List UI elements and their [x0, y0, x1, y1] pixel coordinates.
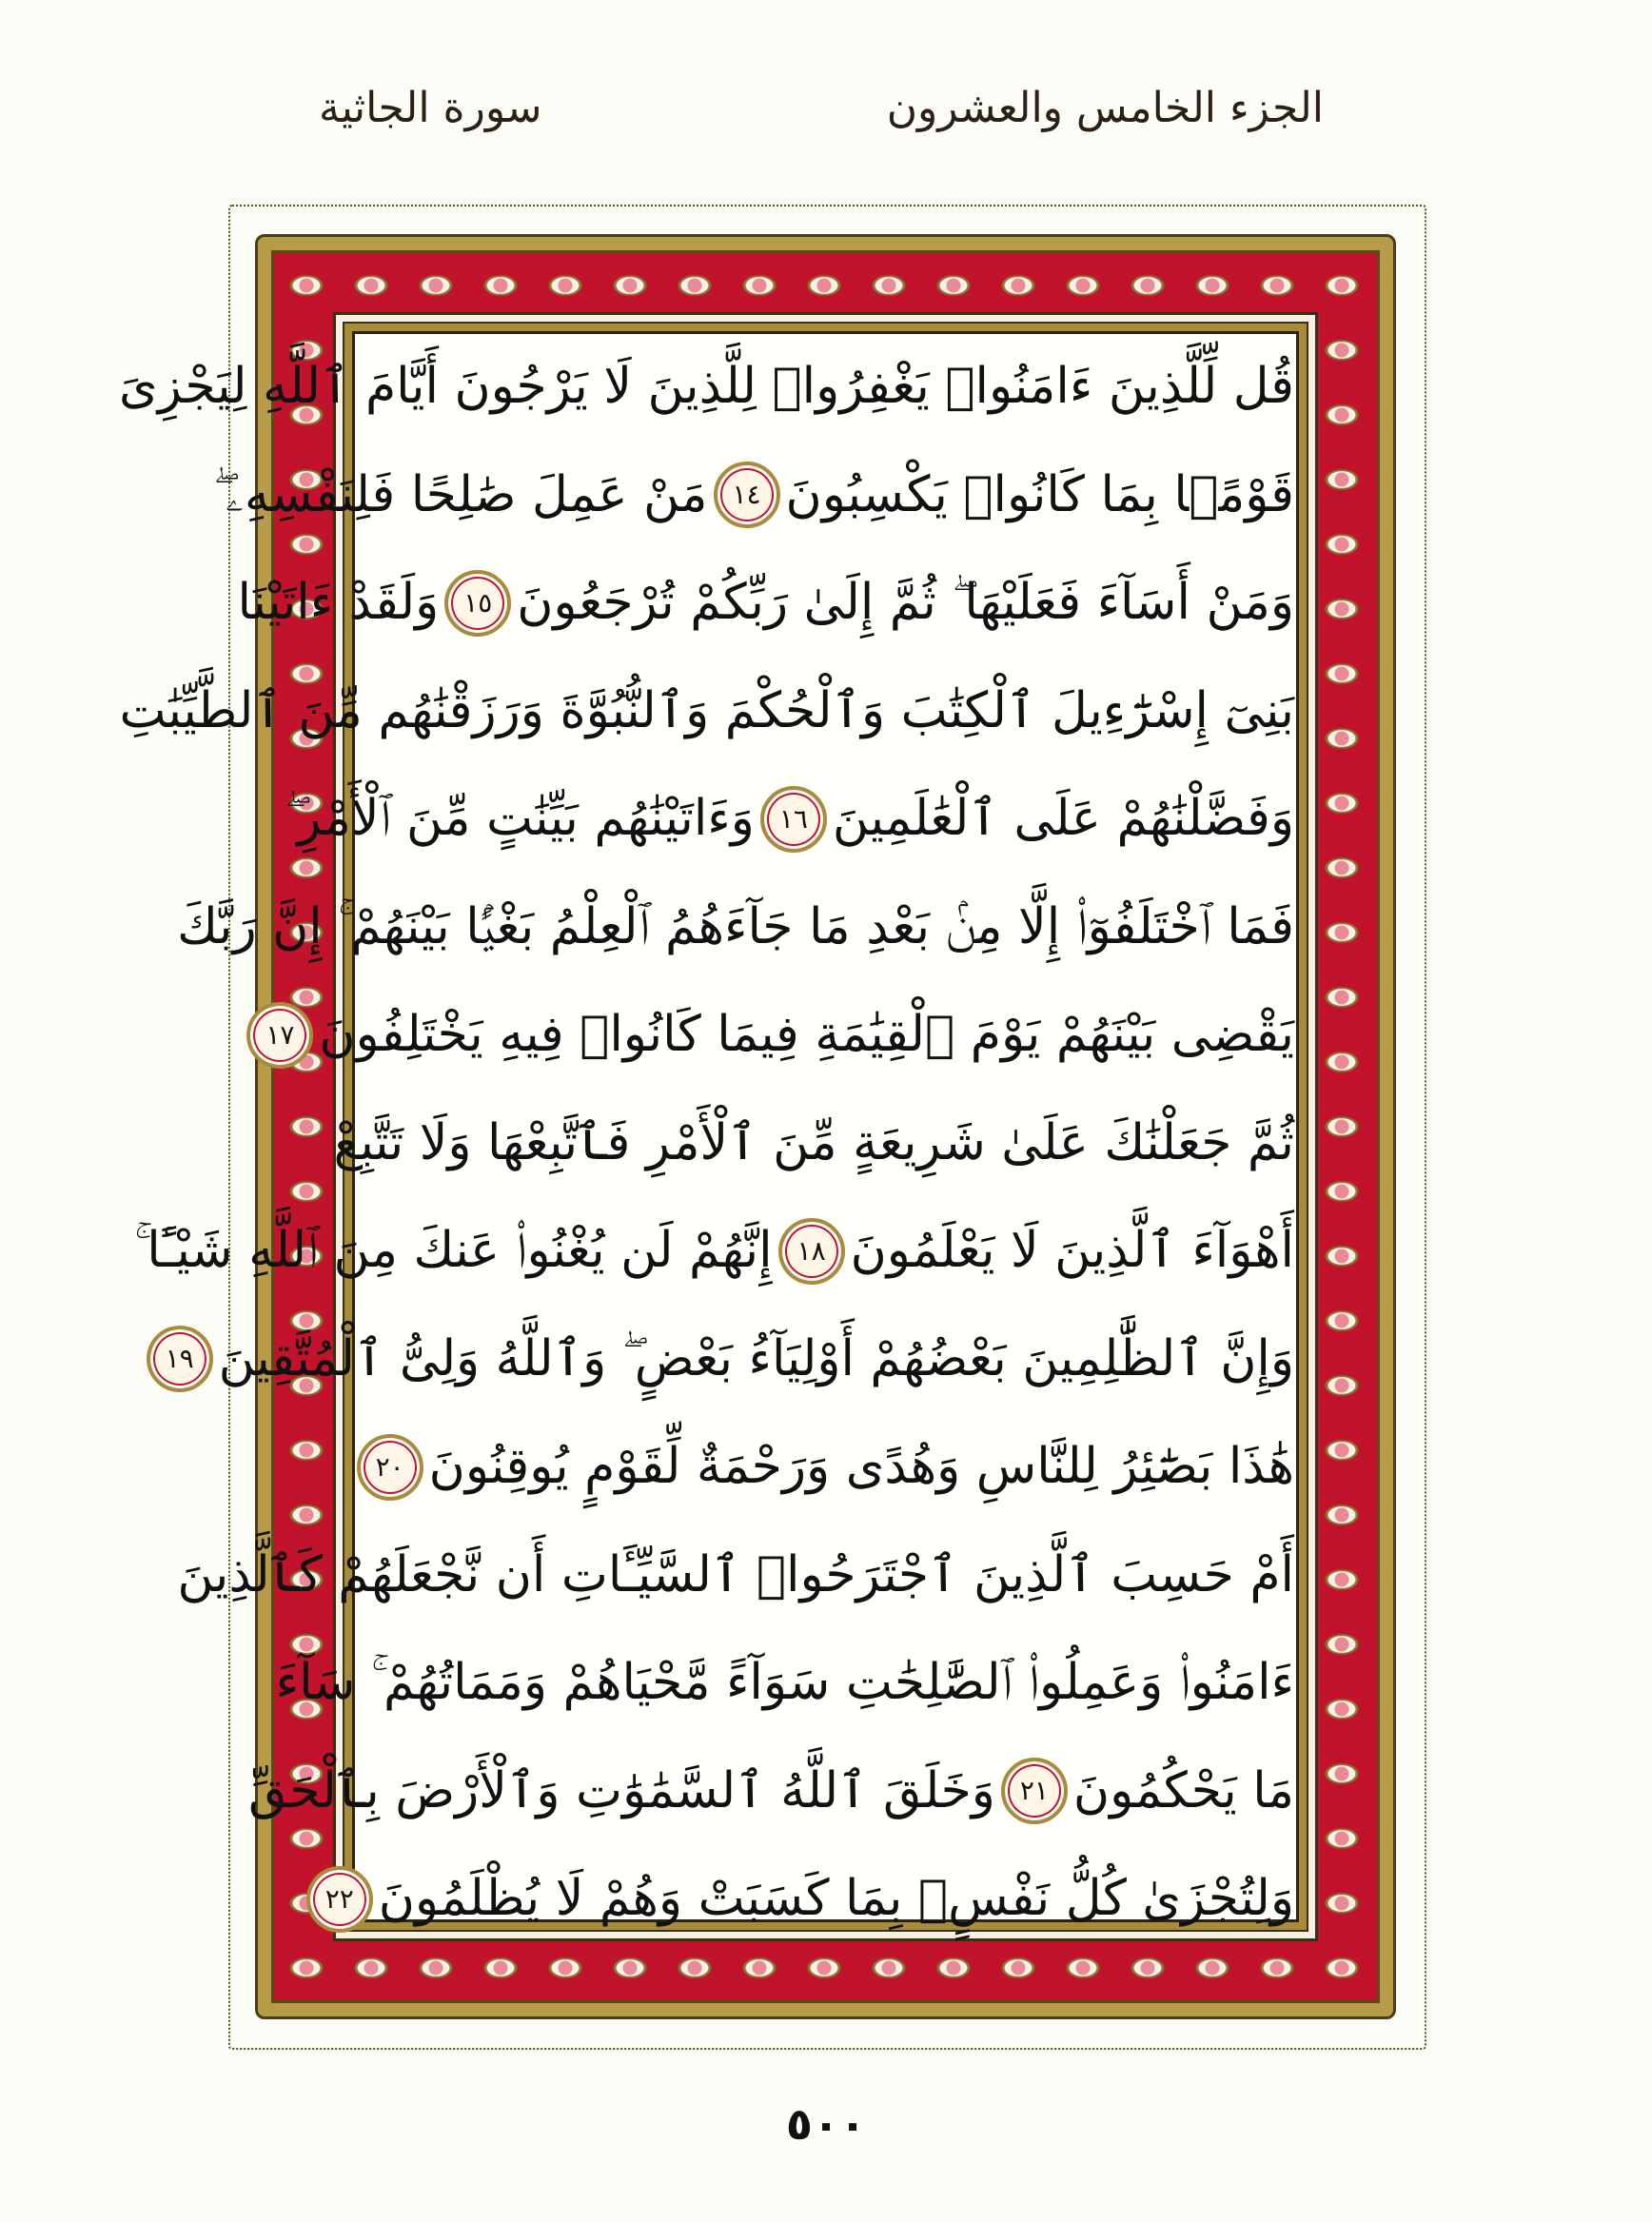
surah-header: سورة الجاثية [319, 84, 542, 132]
ayah-number-marker: ٢٢ [306, 1866, 373, 1933]
verse-text: وَخَلَقَ ٱللَّهُ ٱلسَّمَٰوَٰتِ وَٱلْأَرْضَ بِٱلْحَقِّ [248, 1761, 995, 1819]
ayah-number-marker: ١٦ [760, 786, 827, 853]
text-line [177, 874, 1294, 982]
verse-text: وَمَنْ أَسَآءَ فَعَلَيْهَا ۖ ثُمَّ إِلَىٰ رَبِّكُمْ تُرْجَعُونَ [517, 574, 1294, 631]
ayah-number-marker: ٢١ [1001, 1758, 1068, 1824]
verse-text: وَلِتُجْزَىٰ كُلُّ نَفْسٍۭ بِمَا كَسَبَتْ وَهُمْ لَا يُظْلَمُونَ [378, 1870, 1294, 1927]
verse-text: قُل لِّلَّذِينَ ءَامَنُوا۟ يَغْفِرُوا۟ لِلَّذِينَ لَا يَرْجُونَ أَيَّامَ ٱللَّهِ لِيَجْزِىَ [119, 358, 1294, 415]
text-line [177, 1522, 1294, 1630]
verse-text: وَإِنَّ ٱلظَّٰلِمِينَ بَعْضُهُمْ أَوْلِيَآءُ بَعْضٍ ۖ وَٱللَّهُ وَلِىُّ ٱلْمُتَّقِينَ [218, 1329, 1294, 1387]
text-line [366, 1413, 1294, 1522]
text-line [333, 1090, 1294, 1198]
text-line [266, 981, 1294, 1090]
verse-text: قَوْمًۢا بِمَا كَانُوا۟ يَكْسِبُونَ [785, 465, 1294, 523]
verse-text: وَفَضَّلْنَٰهُمْ عَلَى ٱلْعَٰلَمِينَ [832, 790, 1294, 847]
verse-text: ثُمَّ جَعَلْنَٰكَ عَلَىٰ شَرِيعَةٍ مِّنَ ٱلْأَمْرِ فَٱتَّبِعْهَا وَلَا تَتَّبِعْ [333, 1113, 1294, 1171]
ayah-number-marker: ١٤ [714, 462, 780, 528]
text-line [285, 765, 1294, 874]
ayah-number-marker: ١٧ [246, 1002, 313, 1069]
ayah-number-marker: ١٩ [147, 1326, 213, 1392]
juz-header: الجزء الخامس والعشرون [886, 84, 1324, 132]
text-line [119, 658, 1294, 766]
verse-text: مَا يَحْكُمُونَ [1072, 1761, 1294, 1819]
ayah-number-marker: ١٥ [444, 570, 511, 637]
text-line [324, 1845, 1294, 1954]
quran-text-block [119, 333, 1294, 1954]
verse-text: يَقْضِى بَيْنَهُمْ يَوْمَ ٱلْقِيَٰمَةِ فِيمَا كَانُوا۟ فِيهِ يَخْتَلِفُونَ [319, 1006, 1294, 1063]
text-line [134, 1197, 1294, 1306]
text-line [165, 1306, 1294, 1414]
verse-text: هَٰذَا بَصَٰٓئِرُ لِلنَّاسِ وَهُدًى وَرَحْمَةٌ لِّقَوْمٍ يُوقِنُونَ [428, 1438, 1294, 1495]
verse-text: فَمَا ٱخْتَلَفُوٓا۟ إِلَّا مِنۢ بَعْدِ مَا جَآءَهُمُ ٱلْعِلْمُ بَغْيًۢا بَيْنَهُمْ ۚ إِنَّ رَبَّكَ [177, 897, 1294, 955]
verse-text: أَمْ حَسِبَ ٱلَّذِينَ ٱجْتَرَحُوا۟ ٱلسَّيِّـَٔاتِ أَن نَّجْعَلَهُمْ كَٱلَّذِينَ [177, 1545, 1294, 1603]
verse-text: مَنْ عَمِلَ صَٰلِحًا فَلِنَفْسِهِۦ ۖ [213, 465, 708, 523]
verse-text: وَلَقَدْ ءَاتَيْنَا [237, 574, 440, 631]
verse-text: إِنَّهُمْ لَن يُغْنُوا۟ عَنكَ مِنَ ٱللَّهِ شَيْـًٔا ۚ [134, 1222, 773, 1279]
ayah-number-marker: ١٨ [778, 1218, 845, 1285]
verse-text: وَءَاتَيْنَٰهُم بَيِّنَٰتٍ مِّنَ ٱلْأَمْرِ ۖ [285, 790, 755, 847]
text-line [248, 1738, 1294, 1846]
text-line [237, 549, 1294, 658]
text-line [119, 333, 1294, 442]
ayah-number-marker: ٢٠ [357, 1434, 423, 1501]
verse-text: بَنِىٓ إِسْرَٰٓءِيلَ ٱلْكِتَٰبَ وَٱلْحُكْمَ وَٱلنُّبُوَّةَ وَرَزَقْنَٰهُم مِّنَ ٱلطَّيِّبَٰتِ [119, 681, 1294, 739]
text-line [275, 1629, 1294, 1738]
verse-text: أَهْوَآءَ ٱلَّذِينَ لَا يَعْلَمُونَ [850, 1222, 1294, 1279]
verse-text: ءَامَنُوا۟ وَعَمِلُوا۟ ٱلصَّٰلِحَٰتِ سَوَآءً مَّحْيَاهُمْ وَمَمَاتُهُمْ ۚ سَآءَ [275, 1654, 1294, 1711]
page-number: ٥٠٠ [785, 2098, 867, 2150]
text-line [213, 442, 1294, 550]
